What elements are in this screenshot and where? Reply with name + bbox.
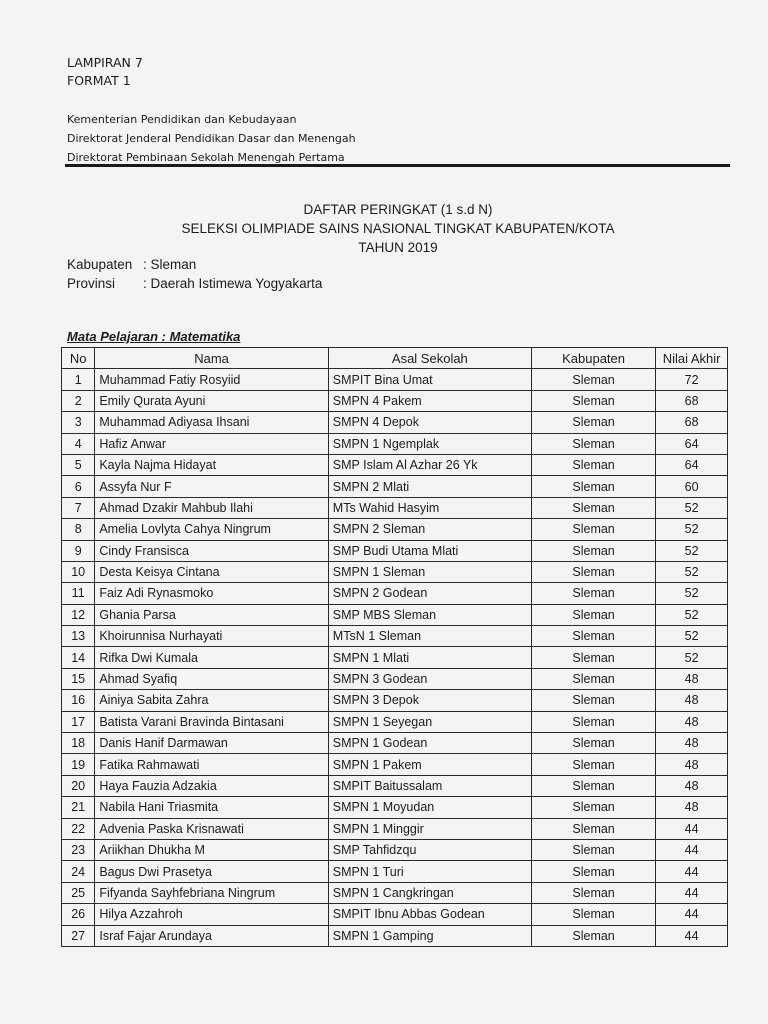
ranking-table bbox=[61, 347, 728, 947]
cell-nama: Ahmad Dzakir Mahbub Ilahi bbox=[95, 497, 328, 518]
cell-nilai-akhir: 44 bbox=[656, 839, 728, 860]
cell-no: 3 bbox=[62, 412, 95, 433]
cell-asal-sekolah: MTs Wahid Hasyim bbox=[328, 497, 531, 518]
cell-nama: Haya Fauzia Adzakia bbox=[95, 775, 328, 796]
cell-nilai-akhir: 52 bbox=[656, 540, 728, 561]
table-row bbox=[62, 561, 728, 582]
cell-no: 15 bbox=[62, 668, 95, 689]
table-row bbox=[62, 668, 728, 689]
cell-nama: Kayla Najma Hidayat bbox=[95, 454, 328, 475]
cell-no: 4 bbox=[62, 433, 95, 454]
cell-asal-sekolah: SMPIT Baitussalam bbox=[328, 775, 531, 796]
subject-heading: Mata Pelajaran : Matematika bbox=[67, 329, 241, 344]
cell-no: 11 bbox=[62, 583, 95, 604]
table-row bbox=[62, 839, 728, 860]
doc-title-line2: SELEKSI OLIMPIADE SAINS NASIONAL TINGKAT KABUPATEN/KOTA bbox=[181, 221, 615, 236]
cell-kabupaten: Sleman bbox=[531, 433, 655, 454]
ministry-line: Direktorat Jenderal Pendidikan Dasar dan Menengah bbox=[67, 132, 356, 145]
cell-no: 13 bbox=[62, 626, 95, 647]
ministry-block bbox=[67, 110, 356, 167]
table-row bbox=[62, 497, 728, 518]
format-label: FORMAT 1 bbox=[67, 73, 131, 88]
cell-nama: Faiz Adi Rynasmoko bbox=[95, 583, 328, 604]
cell-no: 8 bbox=[62, 519, 95, 540]
cell-asal-sekolah: SMPN 1 Turi bbox=[328, 861, 531, 882]
cell-no: 16 bbox=[62, 690, 95, 711]
cell-no: 26 bbox=[62, 904, 95, 925]
cell-nama: Emily Qurata Ayuni bbox=[95, 390, 328, 411]
cell-nilai-akhir: 48 bbox=[656, 775, 728, 796]
provinsi-value: : Daerah Istimewa Yogyakarta bbox=[143, 276, 323, 291]
lampiran-label: LAMPIRAN 7 bbox=[67, 55, 143, 70]
doc-title-line1: DAFTAR PERINGKAT (1 s.d N) bbox=[303, 202, 493, 217]
cell-nama: Advenia Paska Krisnawati bbox=[95, 818, 328, 839]
cell-asal-sekolah: SMPN 2 Mlati bbox=[328, 476, 531, 497]
cell-no: 6 bbox=[62, 476, 95, 497]
region-info bbox=[67, 255, 322, 293]
cell-nilai-akhir: 44 bbox=[656, 925, 728, 946]
cell-kabupaten: Sleman bbox=[531, 797, 655, 818]
cell-asal-sekolah: SMPN 1 Minggir bbox=[328, 818, 531, 839]
cell-nilai-akhir: 48 bbox=[656, 711, 728, 732]
cell-nama: Desta Keisya Cintana bbox=[95, 561, 328, 582]
cell-kabupaten: Sleman bbox=[531, 711, 655, 732]
cell-kabupaten: Sleman bbox=[531, 818, 655, 839]
cell-asal-sekolah: SMPN 1 Pakem bbox=[328, 754, 531, 775]
cell-no: 9 bbox=[62, 540, 95, 561]
cell-no: 23 bbox=[62, 839, 95, 860]
cell-asal-sekolah: SMPIT Ibnu Abbas Godean bbox=[328, 904, 531, 925]
cell-no: 22 bbox=[62, 818, 95, 839]
cell-asal-sekolah: SMPIT Bina Umat bbox=[328, 369, 531, 390]
table-row bbox=[62, 754, 728, 775]
table-row bbox=[62, 519, 728, 540]
cell-kabupaten: Sleman bbox=[531, 369, 655, 390]
table-row bbox=[62, 775, 728, 796]
cell-nilai-akhir: 64 bbox=[656, 433, 728, 454]
table-row bbox=[62, 433, 728, 454]
cell-nama: Muhammad Fatiy Rosyiid bbox=[95, 369, 328, 390]
cell-nilai-akhir: 44 bbox=[656, 904, 728, 925]
table-row bbox=[62, 733, 728, 754]
cell-nilai-akhir: 44 bbox=[656, 861, 728, 882]
cell-asal-sekolah: MTsN 1 Sleman bbox=[328, 626, 531, 647]
cell-nama: Assyfa Nur F bbox=[95, 476, 328, 497]
cell-nilai-akhir: 48 bbox=[656, 797, 728, 818]
cell-asal-sekolah: SMPN 3 Depok bbox=[328, 690, 531, 711]
cell-nama: Rifka Dwi Kumala bbox=[95, 647, 328, 668]
cell-no: 20 bbox=[62, 775, 95, 796]
cell-nama: Fifyanda Sayhfebriana Ningrum bbox=[95, 882, 328, 903]
cell-kabupaten: Sleman bbox=[531, 476, 655, 497]
col-header-no: No bbox=[62, 348, 95, 369]
col-header-asal-sekolah: Asal Sekolah bbox=[328, 348, 531, 369]
cell-nilai-akhir: 72 bbox=[656, 369, 728, 390]
cell-no: 17 bbox=[62, 711, 95, 732]
cell-asal-sekolah: SMPN 1 Sleman bbox=[328, 561, 531, 582]
cell-nama: Israf Fajar Arundaya bbox=[95, 925, 328, 946]
col-header-nilai-akhir: Nilai Akhir bbox=[656, 348, 728, 369]
cell-nilai-akhir: 48 bbox=[656, 690, 728, 711]
table-row bbox=[62, 904, 728, 925]
cell-nilai-akhir: 64 bbox=[656, 454, 728, 475]
cell-asal-sekolah: SMPN 2 Sleman bbox=[328, 519, 531, 540]
cell-kabupaten: Sleman bbox=[531, 412, 655, 433]
cell-no: 19 bbox=[62, 754, 95, 775]
document-header bbox=[67, 54, 143, 90]
cell-asal-sekolah: SMPN 1 Cangkringan bbox=[328, 882, 531, 903]
table-row bbox=[62, 583, 728, 604]
cell-nama: Cindy Fransisca bbox=[95, 540, 328, 561]
cell-kabupaten: Sleman bbox=[531, 861, 655, 882]
cell-nilai-akhir: 52 bbox=[656, 583, 728, 604]
cell-asal-sekolah: SMPN 1 Ngemplak bbox=[328, 433, 531, 454]
kabupaten-label: Kabupaten bbox=[67, 257, 133, 272]
table-row bbox=[62, 647, 728, 668]
cell-asal-sekolah: SMPN 4 Pakem bbox=[328, 390, 531, 411]
cell-kabupaten: Sleman bbox=[531, 754, 655, 775]
cell-no: 14 bbox=[62, 647, 95, 668]
table-header-row bbox=[62, 348, 728, 369]
table-row bbox=[62, 818, 728, 839]
cell-no: 2 bbox=[62, 390, 95, 411]
cell-nama: Amelia Lovlyta Cahya Ningrum bbox=[95, 519, 328, 540]
table-row bbox=[62, 412, 728, 433]
table-row bbox=[62, 390, 728, 411]
cell-asal-sekolah: SMPN 1 Gamping bbox=[328, 925, 531, 946]
ranking-table-body bbox=[62, 369, 728, 947]
table-row bbox=[62, 711, 728, 732]
table-row bbox=[62, 925, 728, 946]
cell-kabupaten: Sleman bbox=[531, 390, 655, 411]
cell-kabupaten: Sleman bbox=[531, 668, 655, 689]
cell-nama: Ainiya Sabita Zahra bbox=[95, 690, 328, 711]
cell-nama: Ahmad Syafiq bbox=[95, 668, 328, 689]
col-header-nama: Nama bbox=[95, 348, 328, 369]
cell-nama: Hilya Azzahroh bbox=[95, 904, 328, 925]
cell-no: 27 bbox=[62, 925, 95, 946]
cell-no: 18 bbox=[62, 733, 95, 754]
cell-asal-sekolah: SMPN 2 Godean bbox=[328, 583, 531, 604]
table-row bbox=[62, 476, 728, 497]
cell-no: 7 bbox=[62, 497, 95, 518]
cell-asal-sekolah: SMPN 1 Godean bbox=[328, 733, 531, 754]
table-row bbox=[62, 540, 728, 561]
cell-nilai-akhir: 52 bbox=[656, 647, 728, 668]
cell-asal-sekolah: SMP Islam Al Azhar 26 Yk bbox=[328, 454, 531, 475]
table-row bbox=[62, 604, 728, 625]
cell-nilai-akhir: 48 bbox=[656, 754, 728, 775]
cell-nilai-akhir: 44 bbox=[656, 882, 728, 903]
cell-kabupaten: Sleman bbox=[531, 561, 655, 582]
cell-kabupaten: Sleman bbox=[531, 775, 655, 796]
cell-no: 25 bbox=[62, 882, 95, 903]
cell-no: 5 bbox=[62, 454, 95, 475]
cell-nama: Hafiz Anwar bbox=[95, 433, 328, 454]
cell-nama: Muhammad Adiyasa Ihsani bbox=[95, 412, 328, 433]
cell-nama: Nabila Hani Triasmita bbox=[95, 797, 328, 818]
table-row bbox=[62, 626, 728, 647]
cell-asal-sekolah: SMPN 1 Mlati bbox=[328, 647, 531, 668]
cell-kabupaten: Sleman bbox=[531, 690, 655, 711]
cell-asal-sekolah: SMP MBS Sleman bbox=[328, 604, 531, 625]
cell-kabupaten: Sleman bbox=[531, 540, 655, 561]
cell-nilai-akhir: 52 bbox=[656, 561, 728, 582]
cell-no: 10 bbox=[62, 561, 95, 582]
cell-kabupaten: Sleman bbox=[531, 604, 655, 625]
cell-kabupaten: Sleman bbox=[531, 626, 655, 647]
header-divider bbox=[65, 164, 730, 167]
cell-kabupaten: Sleman bbox=[531, 925, 655, 946]
cell-nama: Danis Hanif Darmawan bbox=[95, 733, 328, 754]
cell-nama: Batista Varani Bravinda Bintasani bbox=[95, 711, 328, 732]
cell-no: 12 bbox=[62, 604, 95, 625]
cell-asal-sekolah: SMPN 1 Seyegan bbox=[328, 711, 531, 732]
cell-kabupaten: Sleman bbox=[531, 839, 655, 860]
cell-asal-sekolah: SMPN 4 Depok bbox=[328, 412, 531, 433]
cell-nama: Ghania Parsa bbox=[95, 604, 328, 625]
cell-asal-sekolah: SMP Tahfidzqu bbox=[328, 839, 531, 860]
cell-kabupaten: Sleman bbox=[531, 454, 655, 475]
cell-kabupaten: Sleman bbox=[531, 497, 655, 518]
kabupaten-row bbox=[67, 255, 322, 274]
table-row bbox=[62, 369, 728, 390]
table-row bbox=[62, 882, 728, 903]
cell-no: 1 bbox=[62, 369, 95, 390]
cell-asal-sekolah: SMPN 3 Godean bbox=[328, 668, 531, 689]
col-header-kabupaten: Kabupaten bbox=[531, 348, 655, 369]
cell-kabupaten: Sleman bbox=[531, 904, 655, 925]
cell-nilai-akhir: 44 bbox=[656, 818, 728, 839]
table-row bbox=[62, 797, 728, 818]
cell-nama: Ariikhan Dhukha M bbox=[95, 839, 328, 860]
cell-kabupaten: Sleman bbox=[531, 882, 655, 903]
cell-nilai-akhir: 68 bbox=[656, 412, 728, 433]
cell-nilai-akhir: 52 bbox=[656, 626, 728, 647]
cell-nama: Fatika Rahmawati bbox=[95, 754, 328, 775]
cell-nilai-akhir: 52 bbox=[656, 519, 728, 540]
kabupaten-value: : Sleman bbox=[143, 257, 197, 272]
ministry-line: Direktorat Pembinaan Sekolah Menengah Pertama bbox=[67, 151, 345, 164]
cell-kabupaten: Sleman bbox=[531, 647, 655, 668]
cell-kabupaten: Sleman bbox=[531, 733, 655, 754]
table-row bbox=[62, 454, 728, 475]
cell-nama: Khoirunnisa Nurhayati bbox=[95, 626, 328, 647]
provinsi-label: Provinsi bbox=[67, 276, 116, 291]
table-row bbox=[62, 690, 728, 711]
table-row bbox=[62, 861, 728, 882]
cell-kabupaten: Sleman bbox=[531, 519, 655, 540]
ministry-line: Kementerian Pendidikan dan Kebudayaan bbox=[67, 113, 297, 126]
doc-title-line3: TAHUN 2019 bbox=[358, 240, 438, 255]
cell-nilai-akhir: 52 bbox=[656, 604, 728, 625]
cell-no: 21 bbox=[62, 797, 95, 818]
cell-no: 24 bbox=[62, 861, 95, 882]
cell-nilai-akhir: 48 bbox=[656, 733, 728, 754]
provinsi-row bbox=[67, 274, 322, 293]
cell-nilai-akhir: 52 bbox=[656, 497, 728, 518]
cell-nilai-akhir: 68 bbox=[656, 390, 728, 411]
cell-kabupaten: Sleman bbox=[531, 583, 655, 604]
cell-asal-sekolah: SMP Budi Utama Mlati bbox=[328, 540, 531, 561]
cell-nama: Bagus Dwi Prasetya bbox=[95, 861, 328, 882]
cell-nilai-akhir: 60 bbox=[656, 476, 728, 497]
cell-asal-sekolah: SMPN 1 Moyudan bbox=[328, 797, 531, 818]
cell-nilai-akhir: 48 bbox=[656, 668, 728, 689]
